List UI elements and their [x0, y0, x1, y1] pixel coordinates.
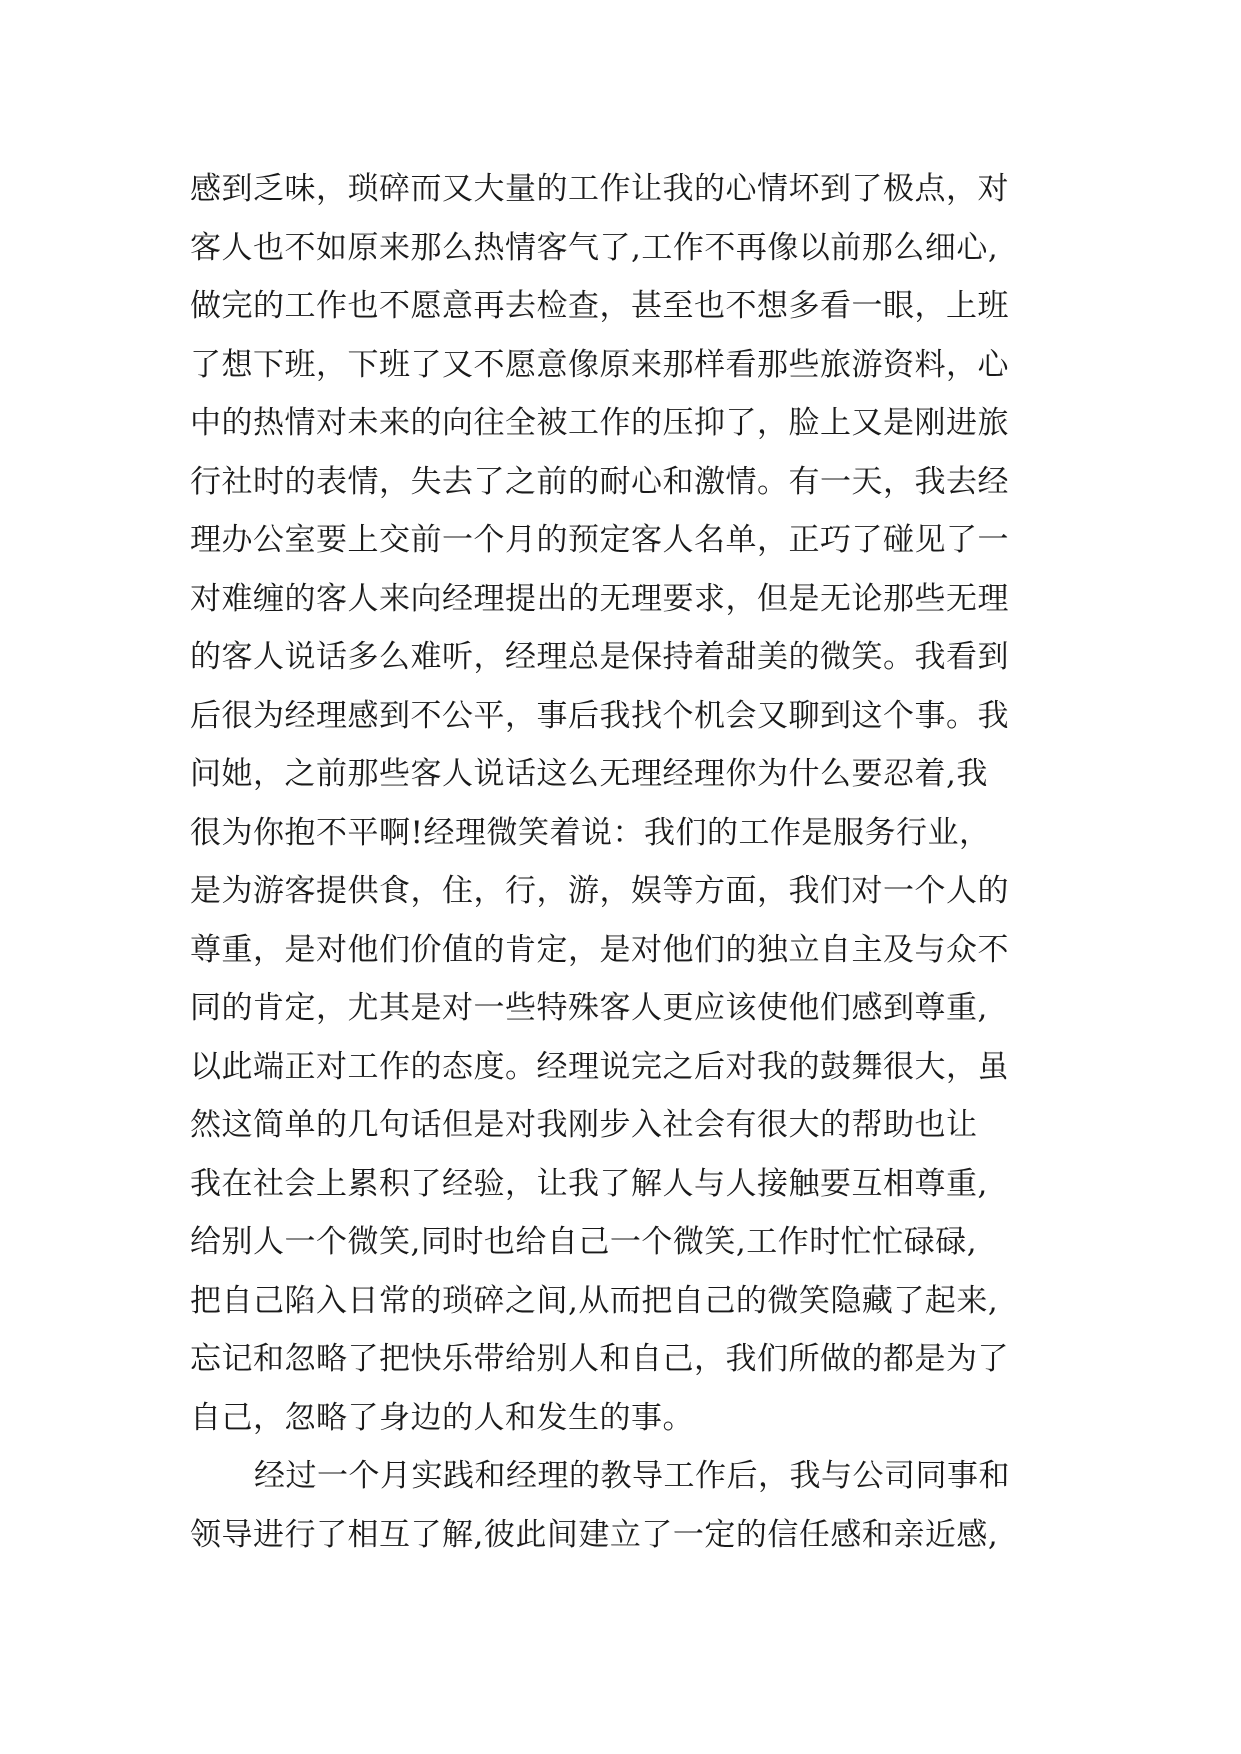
text-line: 感到乏味，琐碎而又大量的工作让我的心情坏到了极点，对 [190, 171, 1009, 207]
text-line: 理办公室要上交前一个月的预定客人名单，正巧了碰见了一 [190, 522, 1009, 558]
text-line: 忘记和忽略了把快乐带给别人和自己，我们所做的都是为了 [190, 1341, 1009, 1377]
text-line: 是为游客提供食，住，行，游，娱等方面，我们对一个人的 [190, 873, 1009, 909]
text-line: 做完的工作也不愿意再去检查，甚至也不想多看一眼，上班 [190, 288, 1009, 324]
text-line: 了想下班，下班了又不愿意像原来那样看那些旅游资料，心 [190, 346, 1009, 383]
text-line: 然这简单的几句话但是对我刚步入社会有很大的帮助也让 [190, 1107, 978, 1143]
text-line: 客人也不如原来那么热情客气了,工作不再像以前那么细心, [190, 229, 999, 266]
text-line: 对难缠的客人来向经理提出的无理要求，但是无论那些无理 [190, 580, 1009, 617]
text-line: 中的热情对未来的向往全被工作的压抑了，脸上又是刚进旅 [190, 405, 1009, 441]
paragraph-start-line: 经过一个月实践和经理的教导工作后，我与公司同事和 [254, 1458, 1010, 1494]
text-line: 自己，忽略了身边的人和发生的事。 [190, 1399, 694, 1436]
text-line: 同的肯定，尤其是对一些特殊客人更应该使他们感到尊重, [190, 990, 988, 1026]
text-line: 尊重，是对他们价值的肯定，是对他们的独立自主及与众不 [190, 931, 1009, 968]
text-line: 给别人一个微笑,同时也给自己一个微笑,工作时忙忙碌碌, [190, 1224, 978, 1260]
text-line: 问她，之前那些客人说话这么无理经理你为什么要忍着,我 [190, 756, 988, 792]
text-line: 后很为经理感到不公平，事后我找个机会又聊到这个事。我 [190, 697, 1009, 734]
text-line: 领导进行了相互了解,彼此间建立了一定的信任感和亲近感, [190, 1516, 999, 1553]
text-line: 很为你抱不平啊!经理微笑着说：我们的工作是服务行业， [190, 814, 991, 851]
body-text [190, 160, 1090, 1564]
text-line: 行社时的表情，失去了之前的耐心和激情。有一天，我去经 [190, 463, 1009, 500]
text-line: 以此端正对工作的态度。经理说完之后对我的鼓舞很大，虽 [190, 1048, 1009, 1085]
text-line: 把自己陷入日常的琐碎之间,从而把自己的微笑隐藏了起来, [190, 1282, 999, 1319]
text-line: 的客人说话多么难听，经理总是保持着甜美的微笑。我看到 [190, 639, 1009, 675]
text-line: 我在社会上累积了经验，让我了解人与人接触要互相尊重, [190, 1165, 988, 1202]
